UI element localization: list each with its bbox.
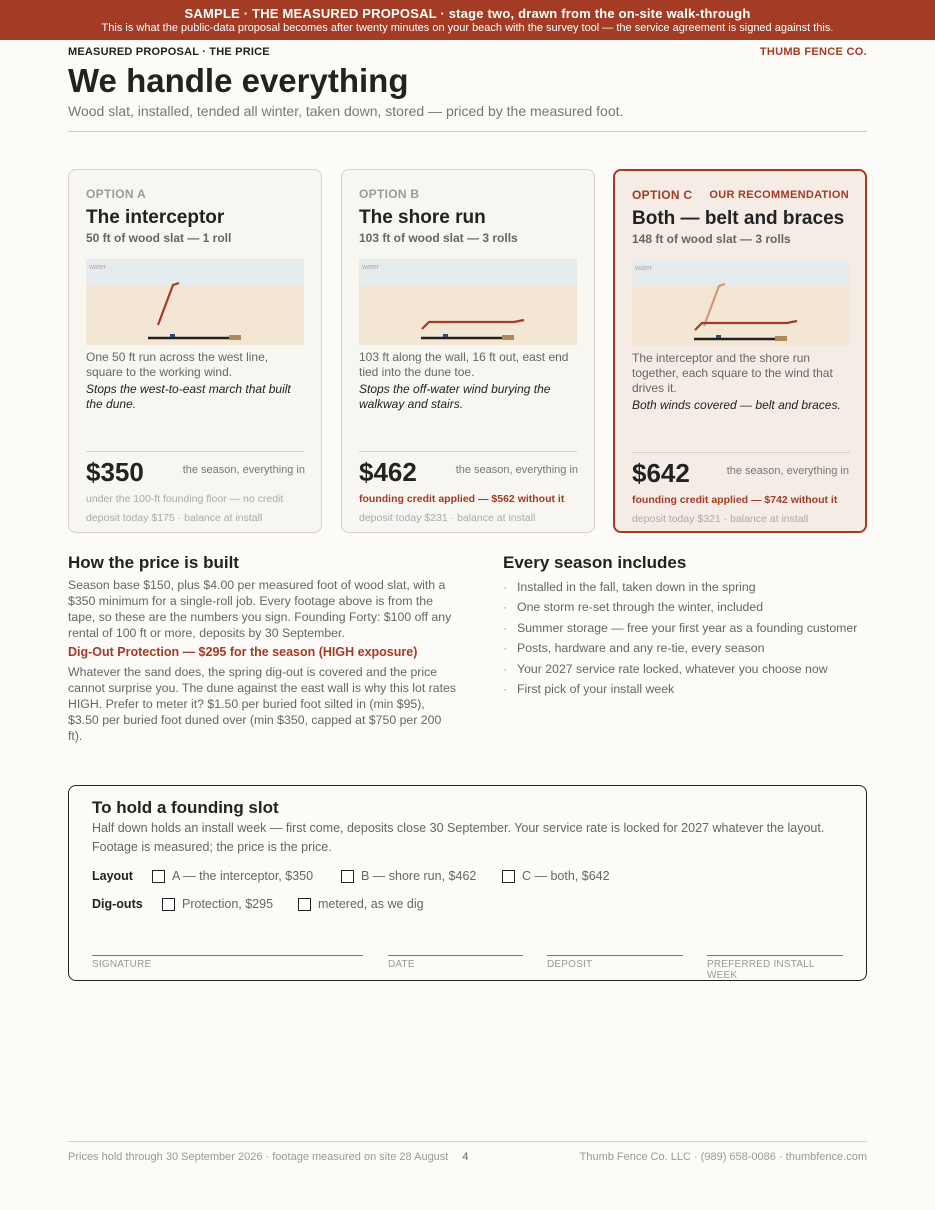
- option-card-a: [68, 169, 322, 533]
- option-name: Both — belt and braces: [632, 208, 845, 229]
- option-description: [86, 350, 306, 412]
- layout-label: Layout: [92, 869, 133, 883]
- checkbox[interactable]: [502, 870, 515, 883]
- list-item: · First pick of your install week: [503, 681, 675, 696]
- benefit-text: Stops the off-water wind burying the walkway and stairs.: [359, 382, 551, 411]
- signature-field[interactable]: SIGNATURE: [92, 955, 363, 975]
- digout-protection-option[interactable]: Protection, $295: [162, 897, 273, 911]
- sand-area: [86, 285, 304, 345]
- list-item: · Summer storage — free your first year as a founding customer: [503, 620, 858, 635]
- page-subtitle: Wood slat, installed, tended all winter, taken down, stored — priced by the measured foot.: [68, 103, 624, 119]
- list-item: · Installed in the fall, taken down in the spring: [503, 580, 756, 594]
- sand-area: [632, 286, 850, 346]
- stairs: [775, 336, 787, 341]
- option-label: OPTION A: [86, 187, 146, 201]
- option-description: [359, 350, 579, 412]
- form-description: Half down holds an install week — first come, deposits close 30 September. Your service rate is locked for 2027 whatever the layout. Footage is measured; the price is the price.: [92, 821, 825, 854]
- footer-contact: Thumb Fence Co. LLC · (989) 658-0086 · thumbfence.com: [579, 1151, 867, 1163]
- option-price: $350: [86, 457, 144, 487]
- card-divider: [632, 452, 850, 453]
- stairs: [502, 335, 514, 340]
- footer-note: Prices hold through 30 September 2026 · footage measured on site 28 August: [68, 1151, 449, 1163]
- includes-list: [503, 579, 857, 701]
- protection-body: Whatever the sand does, the spring dig-out is covered and the price cannot surprise you. The dune against the east wall is why this lot rates HIGH. Prefer to meter it? $1.50 per buried foot silted in (min $95), $3.50 per buried foot duned over (min $350, capped at $750 per 200 ft).: [68, 665, 457, 743]
- water-area: [86, 259, 304, 285]
- benefit-text: Stops the west-to-east march that built the dune.: [86, 382, 291, 411]
- recommendation-badge: OUR RECOMMENDATION: [709, 189, 849, 201]
- deposit-field[interactable]: DEPOSIT: [547, 955, 683, 975]
- option-card-c: [613, 169, 867, 533]
- date-field[interactable]: DATE: [388, 955, 523, 975]
- water-label: water: [362, 264, 380, 271]
- option-length: 103 ft of wood slat — 3 rolls: [359, 231, 518, 245]
- card-divider: [359, 451, 577, 452]
- list-item: · One storm re-set through the winter, included: [503, 600, 764, 615]
- credit-note: under the 100-ft founding floor — no credit: [86, 493, 284, 505]
- list-item: · Your 2027 service rate locked, whatever you choose now: [503, 661, 828, 676]
- founding-slot-form: [68, 785, 867, 981]
- digout-metered-option[interactable]: metered, as we dig: [298, 897, 424, 911]
- water-label: water: [89, 264, 107, 271]
- option-price: $462: [359, 457, 417, 487]
- checkbox[interactable]: [152, 870, 165, 883]
- option-length: 50 ft of wood slat — 1 roll: [86, 231, 232, 245]
- option-name: The shore run: [359, 207, 486, 228]
- form-title: To hold a founding slot: [92, 798, 279, 817]
- house-marker: [716, 335, 721, 338]
- header-divider: [68, 131, 867, 132]
- card-divider: [86, 451, 304, 452]
- stairs: [229, 335, 241, 340]
- season-note: the season, everything in: [726, 465, 849, 477]
- option-description: [632, 351, 852, 413]
- footer-left: [68, 1151, 468, 1163]
- digouts-label: Dig-outs: [92, 897, 143, 911]
- layout-option-a[interactable]: A — the interceptor, $350: [152, 869, 313, 883]
- layout-option-c[interactable]: C — both, $642: [502, 869, 610, 883]
- water-area: [359, 259, 577, 285]
- checkbox[interactable]: [162, 898, 175, 911]
- checkbox[interactable]: [298, 898, 311, 911]
- benefit-text: Both winds covered — belt and braces.: [632, 398, 841, 412]
- description-text: One 50 ft run across the west line, square to the working wind.: [86, 350, 269, 379]
- banner-subline: This is what the public-data proposal becomes after twenty minutes on your beach with the survey tool — the service agreement is signed against this.: [101, 22, 834, 34]
- layout-option-b[interactable]: B — shore run, $462: [341, 869, 476, 883]
- layout-sketch: [359, 259, 577, 345]
- pricing-body: Season base $150, plus $4.00 per measured foot of wood slat, with a $350 minimum for a single-roll job. Every footage above is from the tape, so these are the numbers you sign. Founding Forty: $100 off any rental of 100 ft or more, deposits by 30 September.: [68, 578, 452, 640]
- credit-note: founding credit applied — $742 without it: [632, 494, 838, 506]
- pricing-heading: How the price is built: [68, 553, 239, 572]
- season-note: the season, everything in: [182, 464, 305, 476]
- brand-name: THUMB FENCE CO.: [759, 46, 867, 58]
- description-text: 103 ft along the wall, 16 ft out, east end tied into the dune toe.: [359, 350, 569, 379]
- option-label: OPTION B: [359, 187, 420, 201]
- season-note: the season, everything in: [455, 464, 578, 476]
- checkbox[interactable]: [341, 870, 354, 883]
- credit-note: founding credit applied — $562 without it: [359, 493, 565, 505]
- includes-heading: Every season includes: [503, 553, 687, 572]
- deposit-note: deposit today $321 · balance at install: [632, 513, 809, 525]
- house-marker: [443, 334, 448, 337]
- list-item: · Posts, hardware and any re-tie, every season: [503, 641, 765, 656]
- deposit-note: deposit today $175 · balance at install: [86, 512, 263, 524]
- description-text: The interceptor and the shore run together, each square to the wind that drives it.: [632, 351, 833, 395]
- house-marker: [170, 334, 175, 337]
- layout-sketch: [86, 259, 304, 345]
- page-number: 4: [462, 1151, 469, 1163]
- option-label: OPTION C: [632, 188, 693, 202]
- option-price: $642: [632, 458, 690, 488]
- banner-headline: SAMPLE · THE MEASURED PROPOSAL · stage two, drawn from the on-site walk-through: [184, 6, 751, 21]
- install-week-field[interactable]: PREFERRED INSTALL WEEK: [707, 955, 843, 975]
- deposit-note: deposit today $231 · balance at install: [359, 512, 536, 524]
- option-length: 148 ft of wood slat — 3 rolls: [632, 232, 791, 246]
- sand-area: [359, 285, 577, 345]
- water-label: water: [635, 265, 653, 272]
- option-name: The interceptor: [86, 207, 225, 228]
- footer-divider: [68, 1141, 867, 1142]
- option-card-b: [341, 169, 595, 533]
- layout-sketch: [632, 260, 850, 346]
- water-area: [632, 260, 850, 286]
- sample-banner: [0, 0, 935, 40]
- protection-title: Dig-Out Protection — $295 for the season (HIGH exposure): [68, 645, 418, 659]
- section-kicker: MEASURED PROPOSAL · THE PRICE: [68, 46, 270, 58]
- page-title: We handle everything: [68, 62, 409, 99]
